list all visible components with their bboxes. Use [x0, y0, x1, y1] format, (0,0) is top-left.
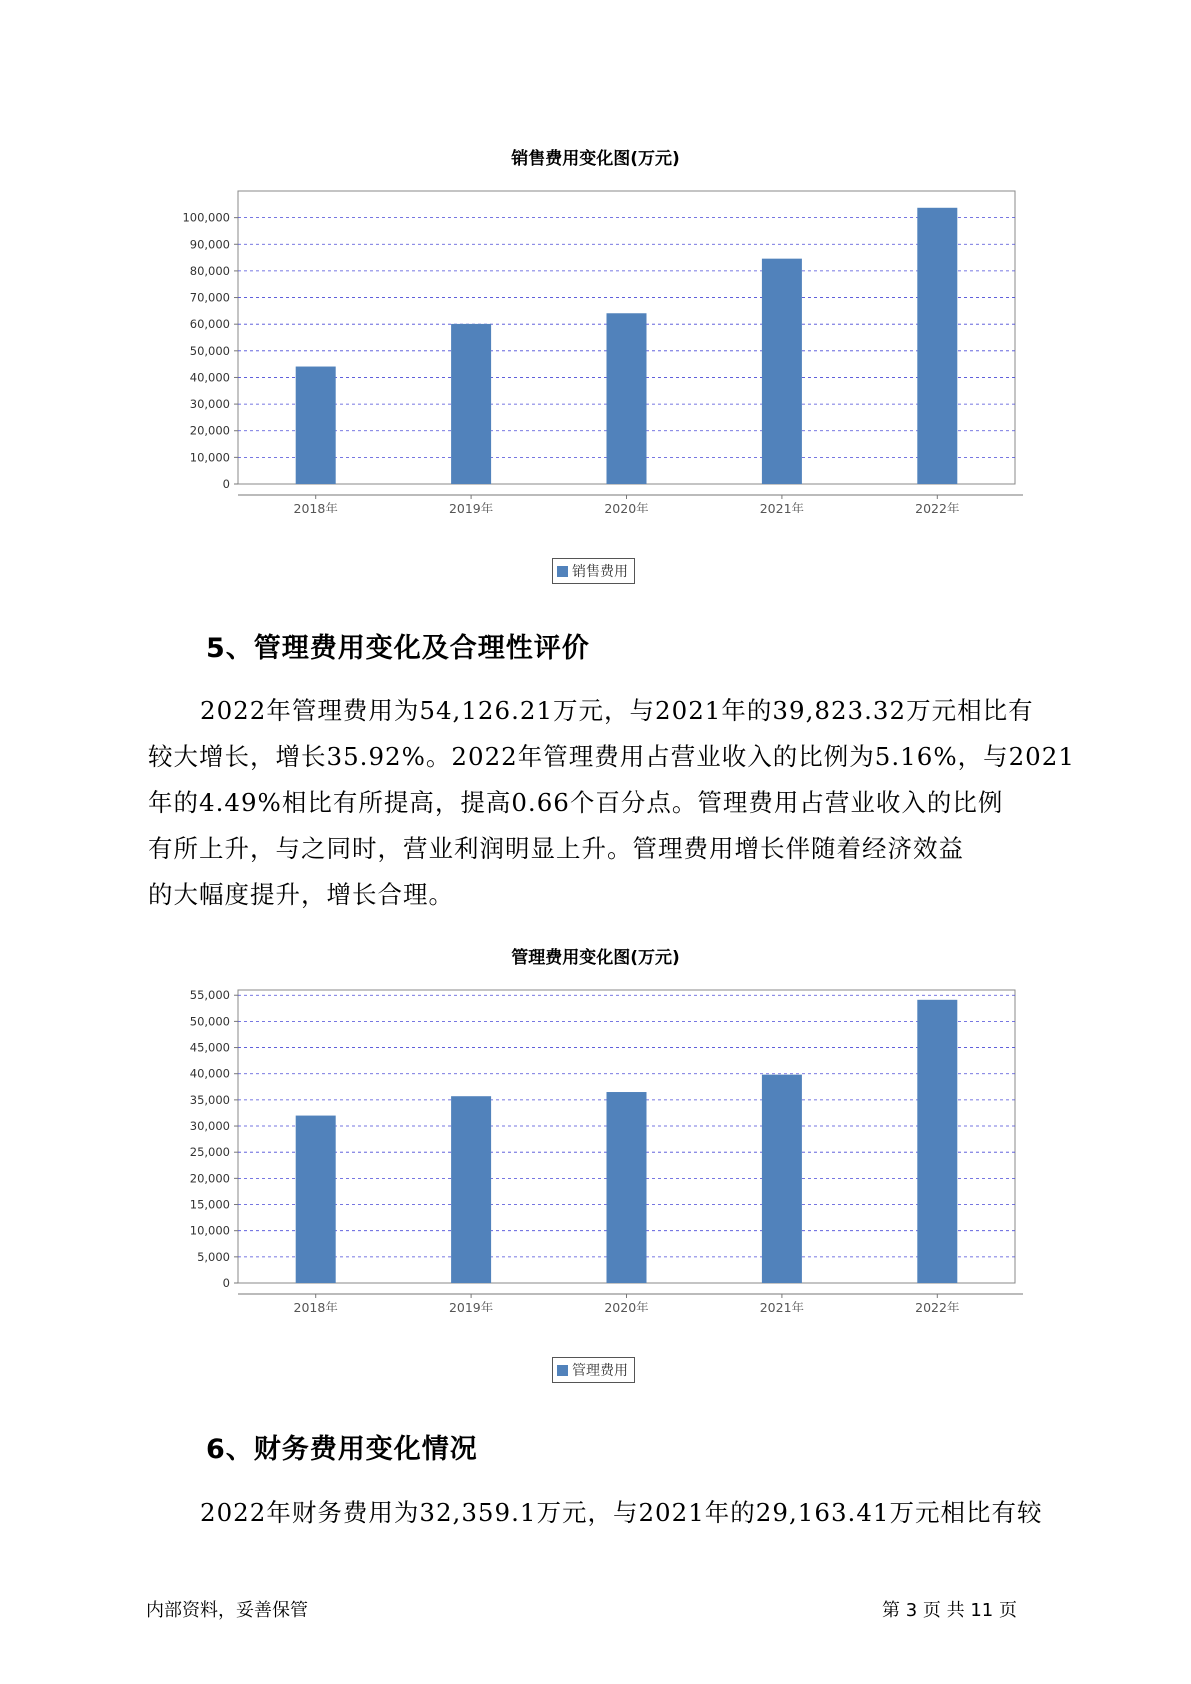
section5-line: 2022年管理费用为54,126.21万元，与2021年的39,823.32万元相比有	[200, 696, 1034, 725]
bar	[917, 208, 957, 484]
admin-expense-chart	[150, 977, 1030, 1316]
legend-swatch	[557, 1365, 568, 1376]
y-tick-label: 60,000	[189, 317, 230, 332]
section5-line: 较大增长，增长35.92%。2022年管理费用占营业收入的比例为5.16%，与2021	[148, 742, 1075, 771]
y-tick-label: 0	[222, 477, 230, 491]
x-tick-label: 2019年	[448, 1300, 494, 1312]
chart2-legend-label: 管理费用	[572, 1363, 628, 1379]
bar	[762, 1075, 802, 1283]
chart2-title: 管理费用变化图(万元)	[511, 948, 680, 968]
bar	[451, 324, 491, 484]
x-tick-label: 2019年	[448, 501, 494, 513]
y-tick-label: 40,000	[189, 1066, 230, 1081]
sales-expense-chart-svg	[150, 178, 1030, 513]
y-tick-label: 40,000	[189, 370, 230, 385]
y-tick-label: 35,000	[189, 1092, 230, 1107]
y-tick-label: 20,000	[189, 1171, 230, 1186]
chart1-legend	[552, 558, 635, 584]
x-tick-label: 2022年	[915, 1300, 960, 1312]
section5-line: 的大幅度提升，增长合理。	[148, 880, 454, 909]
y-tick-label: 15,000	[189, 1197, 230, 1212]
x-tick-label: 2020年	[604, 1300, 649, 1312]
bar	[451, 1096, 491, 1283]
section5-paragraph	[148, 688, 1075, 918]
bar	[762, 259, 802, 484]
x-tick-label: 2020年	[604, 501, 649, 513]
y-tick-label: 50,000	[189, 343, 230, 358]
y-tick-label: 100,000	[182, 210, 230, 225]
section6-heading: 6、财务费用变化情况	[206, 1434, 478, 1465]
x-tick-label: 2021年	[759, 1300, 805, 1312]
bar	[296, 367, 336, 484]
bar	[296, 1116, 336, 1283]
footer-page-number: 第 3 页 共 11 页	[882, 1600, 1017, 1621]
y-tick-label: 30,000	[189, 1119, 230, 1134]
x-tick-label: 2022年	[915, 501, 960, 513]
chart1-legend-label: 销售费用	[572, 564, 628, 580]
y-tick-label: 70,000	[189, 290, 230, 305]
y-tick-label: 20,000	[189, 423, 230, 438]
y-tick-label: 90,000	[189, 237, 230, 252]
footer-confidential: 内部资料，妥善保管	[146, 1600, 308, 1621]
x-tick-label: 2021年	[759, 501, 805, 513]
y-tick-label: 50,000	[189, 1014, 230, 1029]
section6-paragraph	[148, 1490, 1048, 1536]
section5-line: 有所上升，与之同时，营业利润明显上升。管理费用增长伴随着经济效益	[148, 834, 964, 863]
section5-line: 年的4.49%相比有所提高，提高0.66个百分点。管理费用占营业收入的比例	[148, 788, 1004, 817]
y-tick-label: 45,000	[189, 1040, 230, 1055]
legend-swatch	[557, 566, 568, 577]
bar	[607, 313, 647, 484]
y-tick-label: 10,000	[189, 1223, 230, 1238]
sales-expense-chart	[150, 178, 1030, 517]
section5-heading: 5、管理费用变化及合理性评价	[206, 633, 590, 664]
y-tick-label: 0	[222, 1276, 230, 1290]
chart1-title: 销售费用变化图(万元)	[511, 149, 680, 169]
y-tick-label: 30,000	[189, 397, 230, 412]
section6-line: 2022年财务费用为32,359.1万元，与2021年的29,163.41万元相比有较	[200, 1498, 1043, 1527]
y-tick-label: 80,000	[189, 263, 230, 278]
bar	[607, 1092, 647, 1283]
chart2-legend	[552, 1357, 635, 1383]
admin-expense-chart-svg	[150, 977, 1030, 1312]
bar	[917, 1000, 957, 1283]
x-tick-label: 2018年	[293, 1300, 338, 1312]
y-tick-label: 10,000	[189, 450, 230, 465]
y-tick-label: 5,000	[197, 1249, 230, 1264]
y-tick-label: 25,000	[189, 1145, 230, 1160]
y-tick-label: 55,000	[189, 988, 230, 1003]
x-tick-label: 2018年	[293, 501, 338, 513]
